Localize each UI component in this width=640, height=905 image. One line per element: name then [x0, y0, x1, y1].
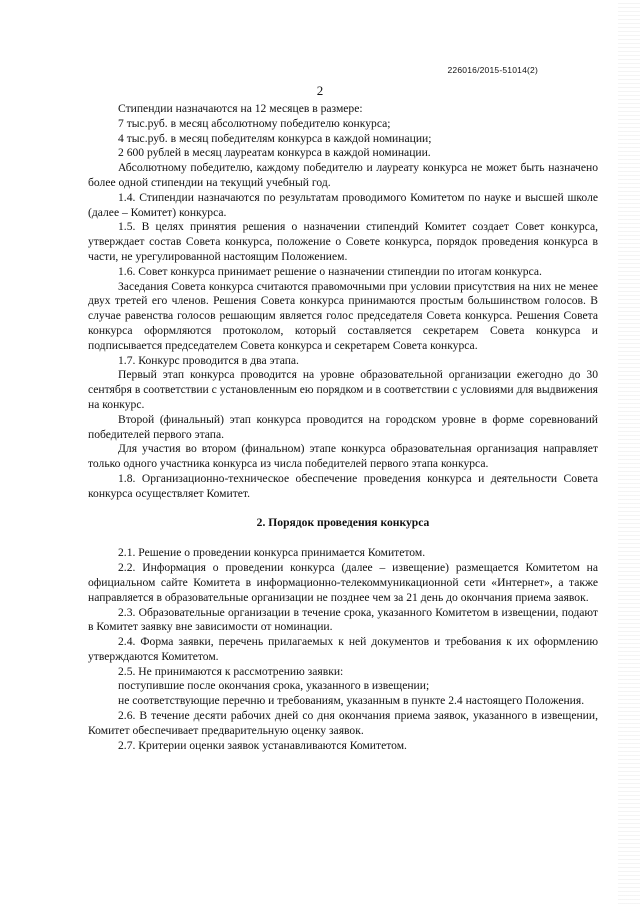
- paragraph: Второй (финальный) этап конкурса проводится на городском уровне в форме соревнований победителей первого этапа.: [88, 412, 598, 441]
- paragraph: Заседания Совета конкурса считаются правомочными при условии присутствия на них не менее двух третей его членов. Решения Совета конкурса принимаются простым большинством голосов. В случае равенства голосов решающим является голос председателя Совета конкурса. Решения Совета конкурса оформляются протоколом, который составляется секретарем Совета конкурса и подписывается председателем Совета конкурса и секретарем Совета конкурса.: [88, 279, 598, 352]
- paragraph: 2.1. Решение о проведении конкурса принимается Комитетом.: [118, 546, 426, 560]
- paragraph: 2.5. Не принимаются к рассмотрению заявки:: [118, 664, 344, 678]
- paragraph: 2.4. Форма заявки, перечень прилагаемых к ней документов и требования к их оформлению утверждаются Комитетом.: [88, 635, 598, 663]
- paragraph: Абсолютному победителю, каждому победителю и лауреату конкурса не может быть назначено более одной стипендии на текущий учебный год.: [88, 161, 598, 189]
- paragraph: Для участия во втором (финальном) этапе конкурса образовательная организация направляет только одного участника конкурса из числа победителей первого этапа конкурса.: [88, 442, 598, 471]
- paragraph: Стипендии назначаются на 12 месяцев в размере:: [118, 102, 363, 115]
- list-item: поступившие после окончания срока, указанного в извещении;: [118, 679, 430, 693]
- document-number: 226016/2015-51014(2): [447, 65, 538, 75]
- paragraph: Первый этап конкурса проводится на уровне образовательной организации ежегодно до 30 сентября в соответствии с установленным ею порядком и в соответствии с условиями для выдвижения на конкурс.: [88, 368, 598, 411]
- list-item: 2 600 рублей в месяц лауреатам конкурса в каждой номинации.: [118, 146, 431, 160]
- paragraph: 1.6. Совет конкурса принимает решение о назначении стипендии по итогам конкурса.: [118, 264, 542, 278]
- page-number: 2: [316, 83, 324, 98]
- list-item: не соответствующие перечню и требованиям, указанным в пункте 2.4 настоящего Положения.: [118, 694, 585, 708]
- paragraph: 2.6. В течение десяти рабочих дней со дня окончания приема заявок, указанного в извещении, Комитет обеспечивает предварительную оценку заявок.: [88, 709, 598, 737]
- document-body: [88, 102, 598, 753]
- paragraph: 1.8. Организационно-техническое обеспечение проведения конкурса и деятельности Совета конкурса осуществляет Комитет.: [88, 471, 598, 500]
- paragraph: 2.3. Образовательные организации в течение срока, указанного Комитетом в извещении, подают в Комитет заявку вне зависимости от номинации.: [88, 605, 598, 634]
- list-item: 7 тыс.руб. в месяц абсолютному победителю конкурса;: [118, 116, 391, 130]
- paragraph: 1.5. В целях принятия решения о назначении стипендий Комитет создает Совет конкурса, утверждает состав Совета конкурса, положение о Совете конкурса, порядок проведения конкурса в части, не урегулированной настоящим Положением.: [88, 220, 598, 263]
- scan-edge-noise: [618, 0, 640, 905]
- paragraph: 1.4. Стипендии назначаются по результатам проводимого Комитетом по науке и высшей школе (далее – Комитет) конкурса.: [88, 190, 598, 219]
- section-heading: 2. Порядок проведения конкурса: [256, 515, 430, 529]
- paragraph: 2.7. Критерии оценки заявок устанавливаются Комитетом.: [118, 738, 407, 752]
- list-item: 4 тыс.руб. в месяц победителям конкурса в каждой номинации;: [118, 131, 432, 145]
- paragraph: 2.2. Информация о проведении конкурса (далее – извещение) размещается Комитетом на официальном сайте Комитета в информационно-телекоммуникационной сети «Интернет», а также направляется в образовательные организации не позднее чем за 21 день до окончания приема заявок.: [88, 561, 598, 604]
- paragraph: 1.7. Конкурс проводится в два этапа.: [118, 353, 299, 367]
